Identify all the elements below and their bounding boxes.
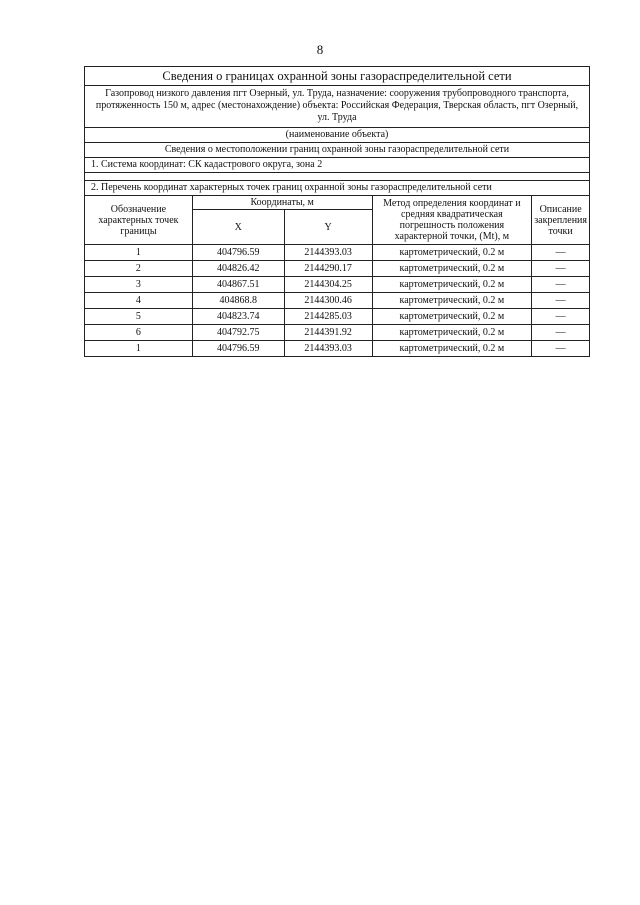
cell-fixing: — <box>532 245 589 261</box>
table-row <box>85 245 589 261</box>
cell-method: картометрический, 0.2 м <box>372 277 532 293</box>
blank-row <box>85 173 589 181</box>
cell-point: 3 <box>85 277 192 293</box>
header-method: Метод определения координат и средняя квадратическая погрешность положения характерной точки, (Mt), м <box>372 196 532 245</box>
header-y: Y <box>284 210 372 245</box>
cell-fixing: — <box>532 293 589 309</box>
cell-method: картометрический, 0.2 м <box>372 293 532 309</box>
cell-fixing: — <box>532 325 589 341</box>
cell-point: 4 <box>85 293 192 309</box>
cell-point: 6 <box>85 325 192 341</box>
section-title: Сведения о местоположении границ охранной зоны газораспределительной сети <box>85 143 589 158</box>
cell-x: 404826.42 <box>192 261 284 277</box>
table-row <box>85 325 589 341</box>
cell-method: картометрический, 0.2 м <box>372 309 532 325</box>
cell-method: картометрический, 0.2 м <box>372 245 532 261</box>
cell-x: 404867.51 <box>192 277 284 293</box>
cell-method: картометрический, 0.2 м <box>372 325 532 341</box>
cell-y: 2144393.03 <box>284 341 372 357</box>
page-number: 8 <box>316 42 324 57</box>
cell-y: 2144290.17 <box>284 261 372 277</box>
cell-point: 1 <box>85 245 192 261</box>
points-list-title: 2. Перечень координат характерных точек границ охранной зоны газораспределительной сети <box>85 181 589 196</box>
cell-fixing: — <box>532 261 589 277</box>
coordinates-table <box>85 196 589 356</box>
document-title: Сведения о границах охранной зоны газораспределительной сети <box>85 67 589 86</box>
table-row <box>85 293 589 309</box>
header-x: X <box>192 210 284 245</box>
header-point: Обозначение характерных точек границы <box>85 196 192 245</box>
cell-x: 404792.75 <box>192 325 284 341</box>
cell-x: 404796.59 <box>192 341 284 357</box>
cell-y: 2144393.03 <box>284 245 372 261</box>
table-row <box>85 261 589 277</box>
cell-fixing: — <box>532 309 589 325</box>
cell-method: картометрический, 0.2 м <box>372 261 532 277</box>
cell-point: 2 <box>85 261 192 277</box>
coordinate-system: 1. Система координат: СК кадастрового округа, зона 2 <box>85 158 589 173</box>
object-description: Газопровод низкого давления пгт Озерный, ул. Труда, назначение: сооружения трубопроводного транспорта, протяженность 150 м, адрес (местонахождение) объекта: Российская Федерация, Тверская область, пгт Озерный, ул. Труда <box>85 86 589 128</box>
header-fixing: Описание закрепления точки <box>532 196 589 245</box>
cell-method: картометрический, 0.2 м <box>372 341 532 357</box>
object-caption: (наименование объекта) <box>85 128 589 143</box>
cell-fixing: — <box>532 341 589 357</box>
cell-x: 404823.74 <box>192 309 284 325</box>
cell-fixing: — <box>532 277 589 293</box>
cell-x: 404796.59 <box>192 245 284 261</box>
table-row <box>85 341 589 357</box>
header-coordinates: Координаты, м <box>192 196 372 210</box>
table-row <box>85 309 589 325</box>
cell-y: 2144285.03 <box>284 309 372 325</box>
table-row <box>85 277 589 293</box>
cell-x: 404868.8 <box>192 293 284 309</box>
cell-point: 5 <box>85 309 192 325</box>
boundary-info-sheet <box>84 66 590 357</box>
cell-y: 2144304.25 <box>284 277 372 293</box>
cell-y: 2144300.46 <box>284 293 372 309</box>
cell-point: 1 <box>85 341 192 357</box>
cell-y: 2144391.92 <box>284 325 372 341</box>
